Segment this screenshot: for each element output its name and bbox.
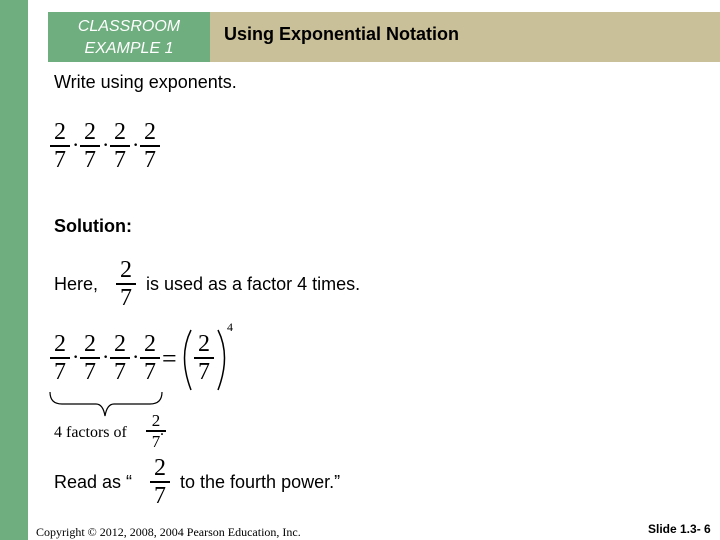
multiplication-dot: ·	[72, 344, 80, 369]
numerator: 2	[84, 119, 96, 145]
numerator: 2	[54, 119, 66, 145]
numerator: 2	[120, 257, 132, 283]
denominator: 7	[114, 358, 126, 385]
numerator: 2	[54, 331, 66, 357]
numerator: 2	[198, 331, 210, 357]
numerator: 2	[154, 455, 166, 481]
read-as-start: Read as “	[54, 472, 133, 492]
denominator: 7	[84, 146, 96, 173]
equals-sign: =	[162, 344, 177, 373]
copyright-notice: Copyright © 2012, 2008, 2004 Pearson Education, Inc.	[36, 525, 301, 539]
denominator: 7	[144, 358, 156, 385]
factor-explanation: is used as a factor 4 times.	[146, 274, 361, 294]
numerator: 2	[144, 331, 156, 357]
left-parenthesis	[185, 330, 192, 390]
factors-label: 4 factors of	[54, 424, 127, 441]
slide-title: Using Exponential Notation	[224, 24, 460, 44]
numerator: 2	[84, 331, 96, 357]
classroom-line-2: EXAMPLE 1	[84, 40, 174, 57]
exponent: 4	[227, 320, 233, 334]
denominator: 7	[151, 431, 161, 451]
multiplication-dot: ·	[132, 132, 140, 157]
multiplication-dot: ·	[72, 132, 80, 157]
denominator: 7	[120, 284, 132, 311]
period: .	[160, 422, 164, 439]
problem-prompt: Write using exponents.	[54, 72, 237, 92]
right-parenthesis	[218, 330, 225, 390]
denominator: 7	[54, 358, 66, 385]
numerator: 2	[151, 411, 161, 430]
denominator: 7	[154, 482, 166, 509]
solution-label: Solution:	[54, 216, 132, 236]
multiplication-dot: ·	[102, 132, 110, 157]
multiplication-dot: ·	[132, 344, 140, 369]
here-text: Here,	[54, 274, 99, 294]
numerator: 2	[114, 119, 126, 145]
denominator: 7	[144, 146, 156, 173]
denominator: 7	[198, 358, 210, 385]
slide-number: Slide 1.3- 6	[648, 522, 711, 536]
denominator: 7	[114, 146, 126, 173]
classroom-line-1: CLASSROOM	[77, 18, 181, 35]
denominator: 7	[54, 146, 66, 173]
numerator: 2	[114, 331, 126, 357]
numerator: 2	[144, 119, 156, 145]
read-as-fraction	[150, 456, 170, 508]
read-as-end: to the fourth power.”	[180, 472, 341, 492]
multiplication-dot: ·	[102, 344, 110, 369]
denominator: 7	[84, 358, 96, 385]
